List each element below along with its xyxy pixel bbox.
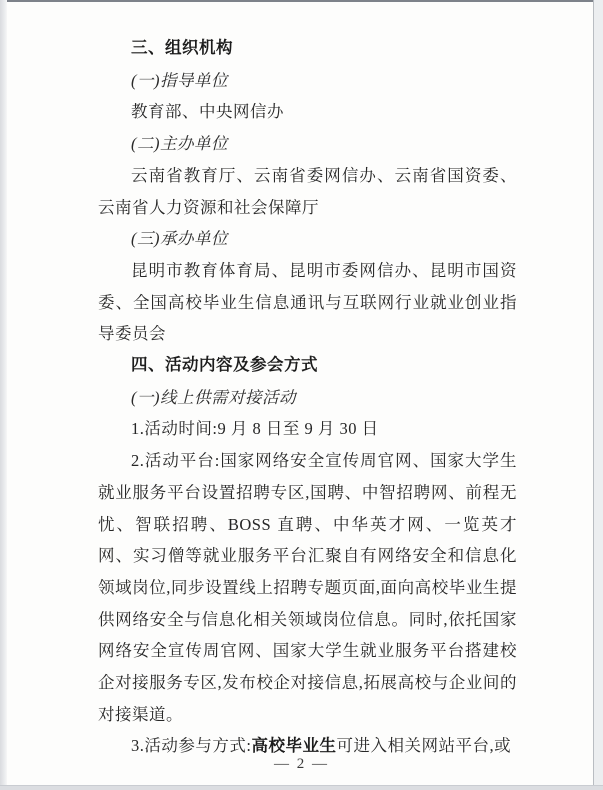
section-heading: 三、组织机构 — [131, 39, 233, 57]
paragraph: 2.活动平台:国家网络安全宣传周官网、国家大学生就业服务平台设置招聘专区,国聘、中智招聘网、前程无忧、智联招聘、BOSS 直聘、中华英才网、一览英才网、实习僧等就业服务平台汇聚自有网络安全和信息化领域岗位,同步设置线上招聘专题页面,面向高校毕业生提供网络安全与信息化相关领域岗位信息。同时,依托国家网络安全宣传周官网、国家大学生就业服务平台搭建校企对接服务专区,发布校企对接信息,拓展高校与企业间的对接渠道。 — [98, 451, 517, 724]
document-body — [98, 33, 517, 763]
scan-edge-right — [593, 0, 603, 790]
text-run: 3.活动参与方式: — [131, 736, 252, 756]
section-heading: 四、活动内容及参会方式 — [131, 356, 318, 375]
paragraph: 昆明市教育体育局、昆明市委网信办、昆明市国资委、全国高校毕业生信息通讯与互联网行业就业创业指导委员会 — [98, 260, 517, 344]
paragraph: 云南省教育厅、云南省委网信办、云南省国资委、云南省人力资源和社会保障厅 — [98, 165, 517, 217]
scan-edge-left — [0, 0, 7, 790]
scan-edge-top — [0, 0, 603, 2]
sub-section-heading: (二)主办单位 — [131, 134, 228, 154]
page-number: — 2 — — [274, 756, 329, 772]
sub-section-heading: (一)指导单位 — [131, 70, 228, 90]
scan-edge-bottom — [0, 785, 603, 790]
sub-section-heading: (一)线上供需对接活动 — [131, 387, 296, 407]
sub-section-heading: (三)承办单位 — [131, 229, 228, 249]
emphasized-text: 高校毕业生 — [251, 737, 337, 756]
paragraph: 教育部、中央网信办 — [131, 102, 284, 122]
text-run: 可进入相关网站平台,或 — [336, 736, 512, 756]
paragraph: 1.活动时间:9 月 8 日至 9 月 30 日 — [131, 419, 379, 439]
